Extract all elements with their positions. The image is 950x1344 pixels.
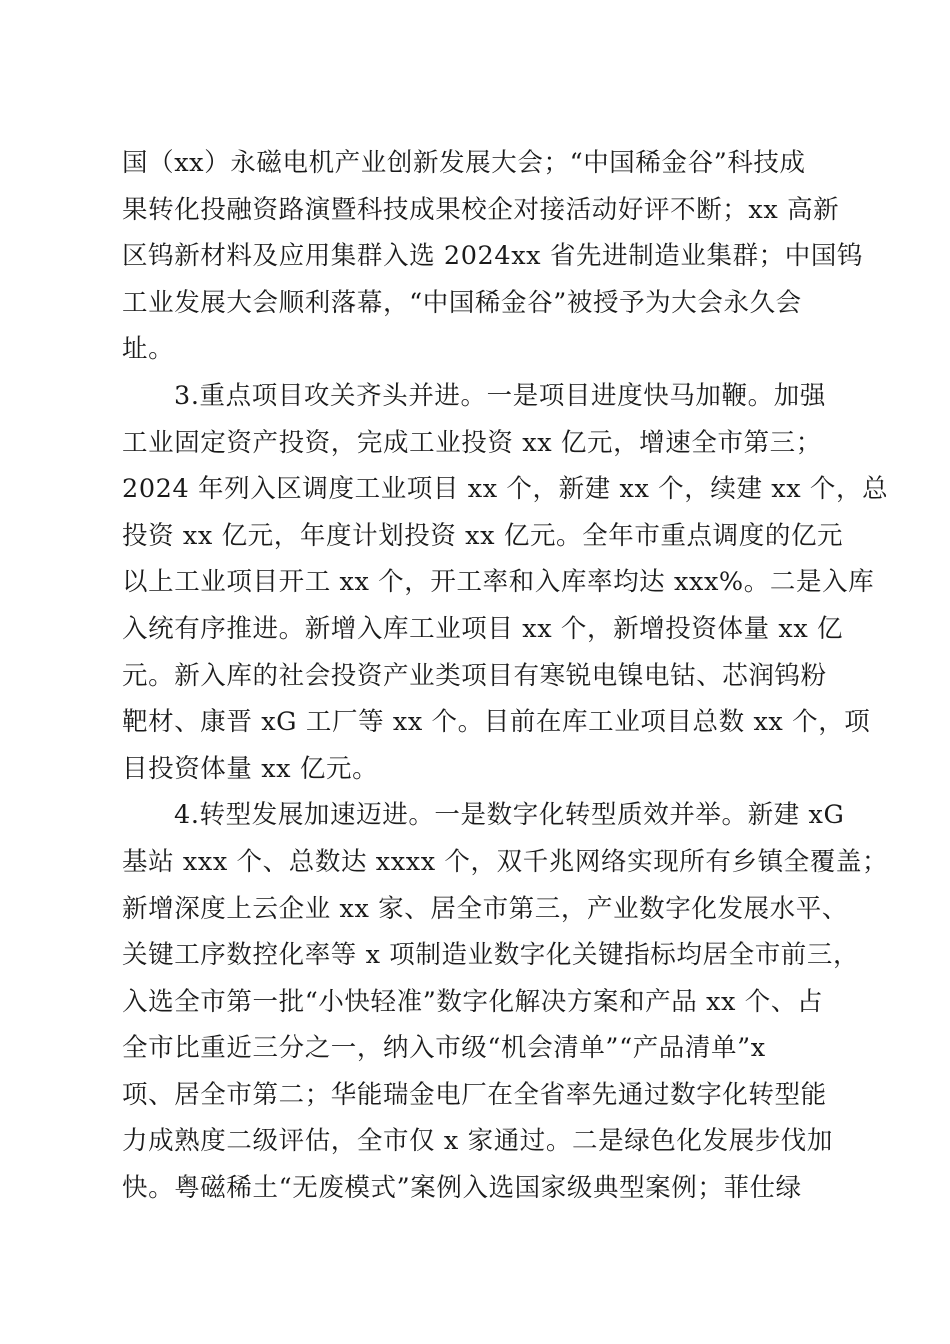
- text-line: 3.重点项目攻关齐头并进。一是项目进度快马加鞭。加强: [174, 380, 826, 411]
- text-line: 全市比重近三分之一，纳入市级“机会清单”“产品清单”x: [122, 1033, 766, 1064]
- text-line: 投资 xx 亿元，年度计划投资 xx 亿元。全年市重点调度的亿元: [122, 520, 844, 551]
- text-line: 项、居全市第二；华能瑞金电厂在全省率先通过数字化转型能: [122, 1079, 827, 1110]
- paragraph-transformation: [122, 792, 889, 1211]
- text-line: 果转化投融资路演暨科技成果校企对接活动好评不断；xx 高新: [122, 194, 840, 225]
- paragraph-key-projects: [122, 373, 889, 792]
- text-line: 入统有序推进。新增入库工业项目 xx 个，新增投资体量 xx 亿: [122, 613, 844, 644]
- text-line: 以上工业项目开工 xx 个，开工率和入库率均达 xxx%。二是入库: [122, 567, 875, 598]
- text-line: 新增深度上云企业 xx 家、居全市第三，产业数字化发展水平、: [122, 893, 848, 924]
- text-line: 工业发展大会顺利落幕，“中国稀金谷”被授予为大会永久会: [122, 287, 802, 318]
- text-line: 工业固定资产投资，完成工业投资 xx 亿元，增速全市第三；: [122, 427, 822, 458]
- text-line: 力成熟度二级评估，全市仅 x 家通过。二是绿色化发展步伐加: [122, 1126, 833, 1157]
- text-line: 元。新入库的社会投资产业类项目有寒锐电镍电钴、芯润钨粉: [122, 660, 827, 691]
- text-line: 目投资体量 xx 亿元。: [122, 753, 379, 784]
- text-line: 4.转型发展加速迈进。一是数字化转型质效并举。新建 xG: [174, 800, 845, 831]
- text-line: 国（xx）永磁电机产业创新发展大会；“中国稀金谷”科技成: [122, 148, 806, 178]
- text-line: 基站 xxx 个、总数达 xxxx 个，双千兆网络实现所有乡镇全覆盖；: [122, 846, 889, 877]
- text-line: 快。粤磁稀土“无废模式”案例入选国家级典型案例；菲仕绿: [122, 1173, 802, 1204]
- text-line: 入选全市第一批“小快轻准”数字化解决方案和产品 xx 个、占: [122, 986, 824, 1017]
- paragraph-event-highlights: [122, 140, 864, 373]
- text-line: 靶材、康晋 xG 工厂等 xx 个。目前在库工业项目总数 xx 个，项: [122, 707, 871, 738]
- text-line: 2024 年列入区调度工业项目 xx 个，新建 xx 个，续建 xx 个，总: [122, 474, 889, 505]
- document-body: [122, 140, 889, 1212]
- text-line: 关键工序数控化率等 x 项制造业数字化关键指标均居全市前三，: [122, 940, 860, 971]
- text-line: 址。: [122, 334, 175, 365]
- text-line: 区钨新材料及应用集群入选 2024xx 省先进制造业集群；中国钨: [122, 241, 864, 272]
